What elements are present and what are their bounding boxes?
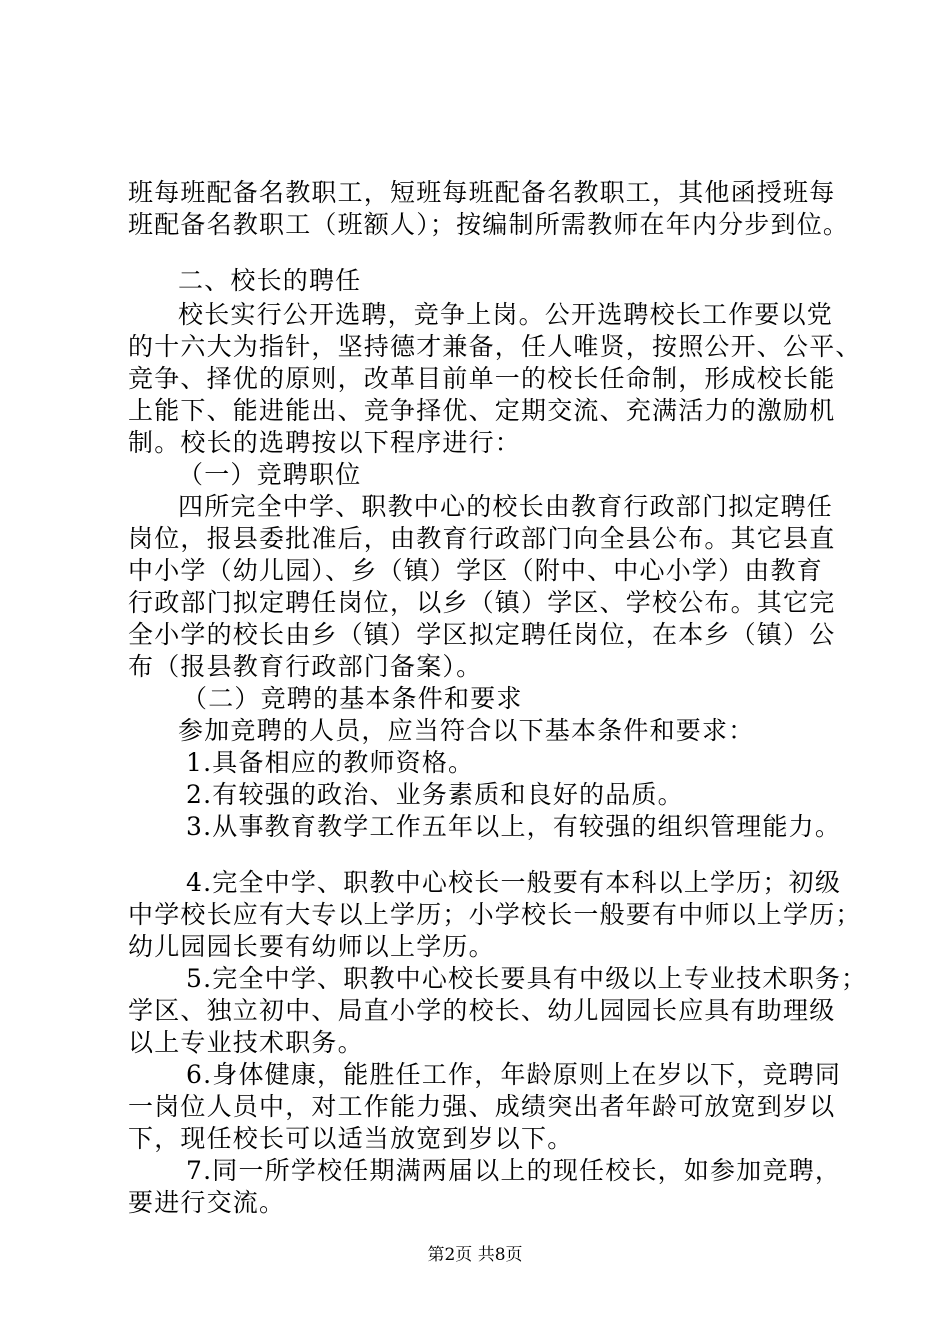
list-item: 7.同一所学校任期满两届以上的现任校长，如参加竞聘，: [186, 1156, 842, 1185]
paragraph-line: 的十六大为指针，坚持德才兼备，任人唯贤，按照公开、公平、: [128, 332, 862, 361]
paragraph-line: 上能下、能进能出、竞争择优、定期交流、充满活力的激励机: [128, 396, 836, 425]
paragraph-line: 中学校长应有大专以上学历；小学校长一般要有中师以上学历；: [128, 900, 862, 929]
section-heading: 二、校长的聘任: [178, 266, 362, 295]
paragraph-line: 下，现任校长可以适当放宽到岁以下。: [128, 1124, 574, 1153]
paragraph-line: 四所完全中学、职教中心的校长由教育行政部门拟定聘任: [178, 492, 834, 521]
paragraph-line: 班配备名教职工（班额人）；按编制所需教师在年内分步到位。: [128, 210, 850, 239]
subsection-heading: （一）竞聘职位: [178, 460, 362, 489]
list-item: 3.从事教育教学工作五年以上，有较强的组织管理能力。: [186, 812, 842, 841]
paragraph-line: 岗位，报县委批准后，由教育行政部门向全县公布。其它县直: [128, 524, 836, 553]
subsection-heading: （二）竞聘的基本条件和要求: [182, 684, 523, 713]
paragraph-line: 幼儿园园长要有幼师以上学历。: [128, 932, 495, 961]
paragraph-line: 全小学的校长由乡（镇）学区拟定聘任岗位，在本乡（镇）公: [128, 620, 836, 649]
paragraph-line: 布（报县教育行政部门备案）。: [128, 652, 483, 681]
paragraph-line: 学区、独立初中、局直小学的校长、幼儿园园长应具有助理级: [128, 996, 836, 1025]
paragraph-line: 行政部门拟定聘任岗位，以乡（镇）学区、学校公布。其它完: [128, 588, 836, 617]
paragraph-line: 班每班配备名教职工，短班每班配备名教职工，其他函授班每: [128, 178, 836, 207]
paragraph-line: 参加竞聘的人员，应当符合以下基本条件和要求：: [178, 716, 755, 745]
paragraph-line: 制。校长的选聘按以下程序进行：: [128, 428, 522, 457]
paragraph-line: 中小学（幼儿园）、乡（镇）学区（附中、中心小学）由教育: [128, 556, 823, 585]
list-item: 5.完全中学、职教中心校长要具有中级以上专业技术职务；: [186, 964, 868, 993]
paragraph-line: 一岗位人员中，对工作能力强、成绩突出者年龄可放宽到岁以: [128, 1092, 836, 1121]
paragraph-line: 校长实行公开选聘，竞争上岗。公开选聘校长工作要以党: [178, 300, 834, 329]
list-item: 6.身体健康，能胜任工作，年龄原则上在岁以下，竞聘同: [186, 1060, 842, 1089]
list-item: 4.完全中学、职教中心校长一般要有本科以上学历；初级: [186, 868, 842, 897]
list-item: 1.具备相应的教师资格。: [186, 748, 475, 777]
list-item: 2.有较强的政治、业务素质和良好的品质。: [186, 780, 684, 809]
page-number-footer: 第2页 共8页: [427, 1245, 523, 1265]
paragraph-line: 以上专业技术职务。: [128, 1028, 364, 1057]
paragraph-line: 竞争、择优的原则，改革目前单一的校长任命制，形成校长能: [128, 364, 836, 393]
paragraph-line: 要进行交流。: [128, 1188, 286, 1217]
